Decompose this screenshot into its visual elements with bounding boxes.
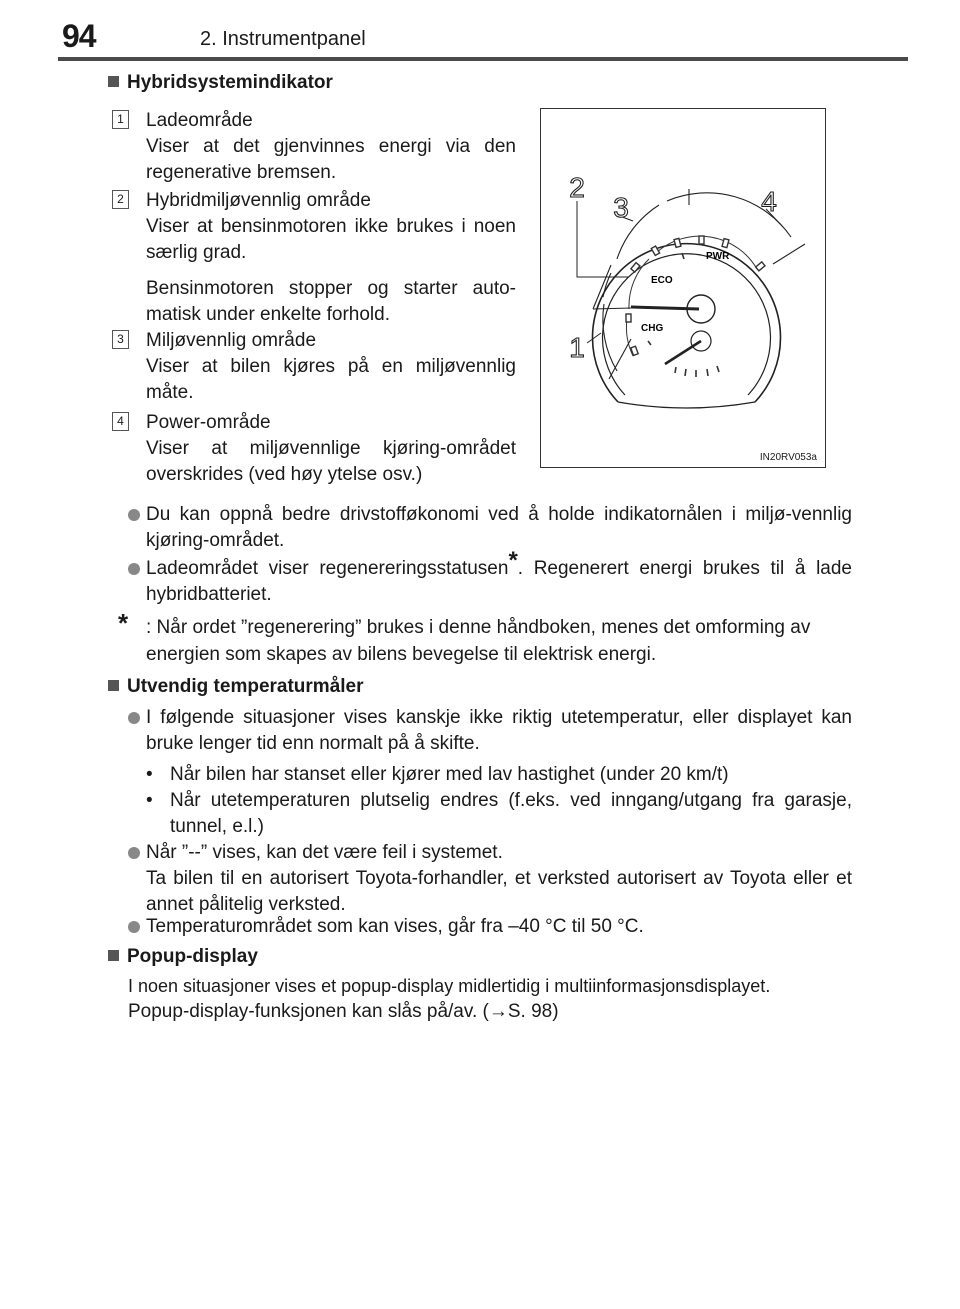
bullet-dot-icon — [128, 847, 140, 859]
bullet-dot-icon — [128, 921, 140, 933]
square-bullet-icon — [108, 950, 119, 961]
number-badge: 4 — [112, 412, 129, 431]
bullet-temperature-situations: I følgende situasjoner vises kanskje ikke riktig utetemperatur, eller displayet kan bruke lenger tid enn normalt på å skifte. — [128, 705, 852, 757]
footnote: * : Når ordet ”regenerering” brukes i denne håndboken, menes det omforming av energien som skapes av bilens bevegelse til elektrisk energi. — [118, 608, 811, 665]
page-number: 94 — [62, 18, 96, 54]
popup-text-2: Popup-display-funksjonen kan slås på/av. (→S. 98) — [128, 1001, 559, 1022]
item-title: Hybridmiljøvennlig område — [146, 190, 371, 211]
callout-4: 4 — [761, 186, 777, 217]
square-bullet-icon — [108, 76, 119, 87]
item-title: Ladeområde — [146, 110, 253, 131]
section-heading-temperature: Utvendig temperaturmåler — [108, 676, 364, 698]
item-description: Viser at bensinmotoren ikke brukes i noen særlig grad. — [146, 216, 516, 263]
popup-text-1: I noen situasjoner vises et popup-display midlertidig i multiinformasjonsdisplayet. — [128, 976, 771, 996]
square-bullet-icon — [108, 680, 119, 691]
header-rule — [58, 57, 908, 61]
item-title: Power-område — [146, 412, 271, 433]
hybrid-gauge-figure — [540, 108, 826, 468]
footnote-mark: * — [118, 608, 129, 638]
item-description: Viser at miljøvennlige kjøring-området overskrides (ved høy ytelse osv.) — [146, 438, 516, 485]
figure-code: IN20RV053a — [759, 452, 817, 463]
bullet-dot-icon — [128, 509, 140, 521]
item-extra: Bensinmotoren stopper og starter auto-matisk under enkelte forhold. — [146, 278, 516, 325]
bullet-dash-display: Når ”--” vises, kan det være feil i systemet. Ta bilen til en autorisert Toyota-forhandler, et verksted autorisert av Toyota eller et annet pålitelig verksted. — [128, 840, 852, 918]
gauge-illustration — [541, 109, 825, 467]
pwr-label: PWR — [706, 251, 730, 262]
item-description: Viser at det gjenvinnes energi via den regenerative bremsen. — [146, 136, 516, 183]
number-badge: 3 — [112, 330, 129, 349]
callout-1: 1 — [569, 332, 585, 363]
callout-2: 2 — [569, 172, 585, 203]
chapter-title: 2. Instrumentpanel — [200, 28, 366, 50]
callout-3: 3 — [613, 192, 629, 223]
number-badge: 2 — [112, 190, 129, 209]
bullet-temperature-range: Temperaturområdet som kan vises, går fra –40 °C til 50 °C. — [128, 914, 852, 940]
eco-label: ECO — [651, 275, 673, 286]
bullet-fuel-economy: Du kan oppnå bedre drivstofføkonomi ved å holde indikatornålen i miljø-vennlig kjøring-området. — [128, 502, 852, 554]
bullet-dot-icon — [128, 712, 140, 724]
bullet-dot-icon — [128, 563, 140, 575]
section-heading-hybrid-indicator: Hybridsystemindikator — [108, 72, 333, 94]
sub-item-sudden-change: • Når utetemperaturen plutselig endres (f.eks. ved inngang/utgang fra garasje, tunnel, e.l.) — [146, 790, 852, 837]
footnote-star: * — [508, 547, 518, 574]
item-title: Miljøvennlig område — [146, 330, 317, 351]
item-description: Viser at bilen kjøres på en miljøvennlig måte. — [146, 356, 516, 403]
section-heading-popup: Popup-display — [108, 946, 258, 968]
sub-item-low-speed: • Når bilen har stanset eller kjører med lav hastighet (under 20 km/t) — [146, 764, 729, 785]
number-badge: 1 — [112, 110, 129, 129]
bullet-charge-area: Ladeområdet viser regenereringsstatusen*. Regenerert energi brukes til å lade hybridbatteriet. — [128, 556, 852, 608]
chg-label: CHG — [641, 323, 664, 334]
